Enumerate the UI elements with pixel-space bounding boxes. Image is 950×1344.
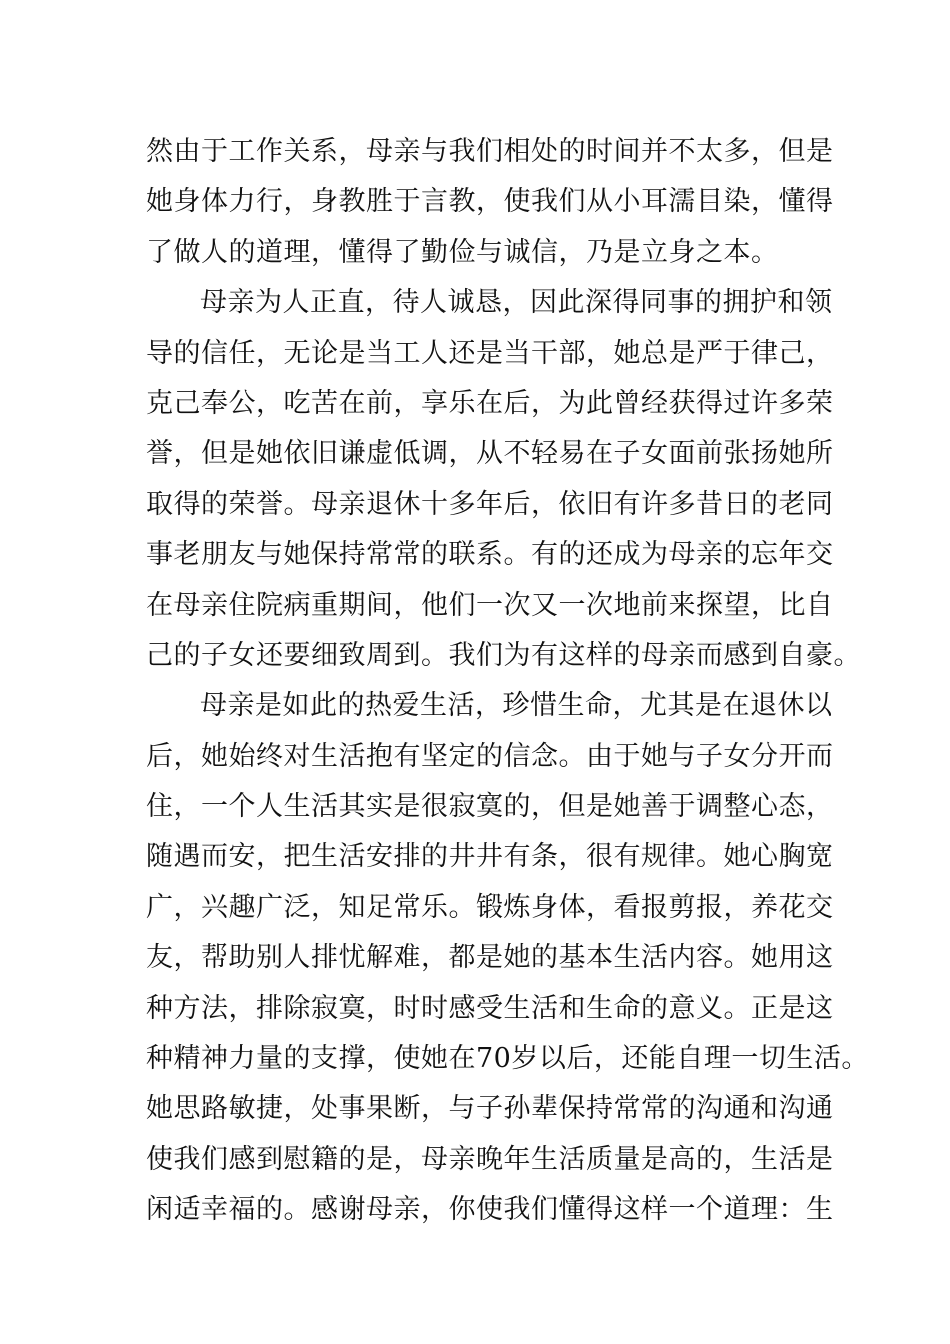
- text-line: 广，兴趣广泛，知足常乐。锻炼身体，看报剪报，养花交: [146, 891, 834, 923]
- text-line: 她思路敏捷，处事果断，与子孙辈保持常常的沟通和沟通: [146, 1093, 834, 1125]
- text-line: 事老朋友与她保持常常的联系。有的还成为母亲的忘年交: [146, 539, 834, 571]
- text-line: 然由于工作关系，母亲与我们相处的时间并不太多，但是: [146, 136, 834, 167]
- paragraph-first-line: 母亲是如此的热爱生活，珍惜生命，尤其是在退休以: [200, 690, 833, 722]
- body-text: [146, 127, 869, 1236]
- text-line: 使我们感到慰籍的是，母亲晚年生活质量是高的，生活是: [146, 1143, 834, 1175]
- text-line: 种精神力量的支撑，使她在70岁以后，还能自理一切生活。: [146, 1043, 869, 1075]
- text-line: 友，帮助别人排忧解难，都是她的基本生活内容。她用这: [146, 942, 834, 974]
- text-line: 己的子女还要细致周到。我们为有这样的母亲而感到自豪。: [146, 639, 861, 671]
- text-line: 誉，但是她依旧谦虚低调，从不轻易在子女面前张扬她所: [146, 438, 834, 470]
- text-line: 了做人的道理，懂得了勤俭与诚信，乃是立身之本。: [146, 236, 779, 268]
- text-line: 后，她始终对生活抱有坚定的信念。由于她与子女分开而: [146, 740, 834, 772]
- text-line: 种方法，排除寂寞，时时感受生活和生命的意义。正是这: [146, 992, 834, 1024]
- text-line: 随遇而安，把生活安排的井井有条，很有规律。她心胸宽: [146, 841, 834, 873]
- text-line: 克己奉公，吃苦在前，享乐在后，为此曾经获得过许多荣: [146, 387, 834, 419]
- text-line: 闲适幸福的。感谢母亲，你使我们懂得这样一个道理：生: [146, 1194, 834, 1226]
- text-line: 取得的荣誉。母亲退休十多年后，依旧有许多昔日的老同: [146, 488, 834, 520]
- text-line: 她身体力行，身教胜于言教，使我们从小耳濡目染，懂得: [146, 186, 834, 218]
- text-line: 住，一个人生活其实是很寂寞的，但是她善于调整心态，: [146, 791, 834, 823]
- text-line: 导的信任，无论是当工人还是当干部，她总是严于律己，: [146, 337, 834, 369]
- text-line: 在母亲住院病重期间，他们一次又一次地前来探望，比自: [146, 589, 834, 621]
- paragraph-first-line: 母亲为人正直，待人诚恳，因此深得同事的拥护和领: [200, 287, 833, 319]
